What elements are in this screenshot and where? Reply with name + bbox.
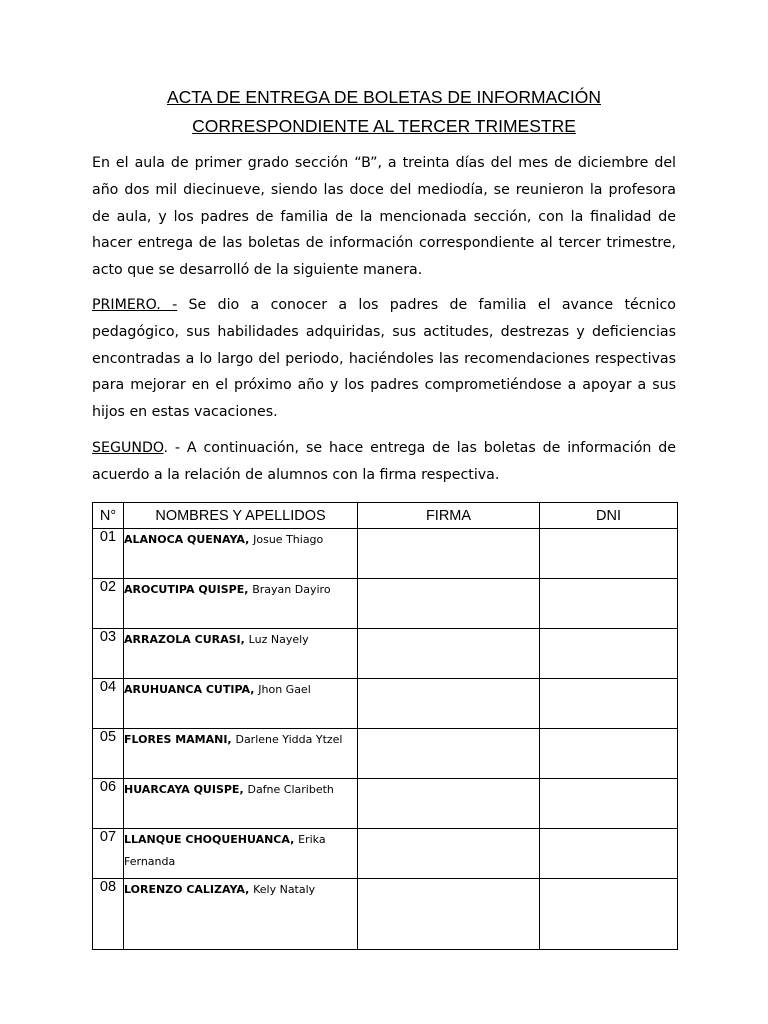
student-name — [124, 679, 358, 729]
dni-cell — [540, 779, 678, 829]
dni-cell — [540, 629, 678, 679]
row-number: 03 — [93, 629, 124, 679]
student-name — [124, 829, 358, 879]
table-row — [93, 829, 678, 879]
student-name — [124, 879, 358, 950]
student-name — [124, 779, 358, 829]
signature-cell — [358, 529, 540, 579]
table-header-row — [93, 503, 678, 529]
row-number: 01 — [93, 529, 124, 579]
primero-text: Se dio a conocer a los padres de familia el avance técnico pedagógico, sus habilidades adquiridas, sus actitudes, destrezas y deficiencias encontradas a lo largo del periodo, haciéndoles las recomendaciones respectivas para mejorar en el próximo año y los padres comprometiéndose a apoyar a sus hijos en estas vacaciones. — [92, 297, 676, 421]
table-row — [93, 779, 678, 829]
signature-cell — [358, 679, 540, 729]
student-surname: ARRAZOLA CURASI, — [124, 633, 245, 646]
table-row — [93, 529, 678, 579]
signature-cell — [358, 879, 540, 950]
table-row — [93, 729, 678, 779]
student-surname: ARUHUANCA CUTIPA, — [124, 683, 255, 696]
row-number: 07 — [93, 829, 124, 879]
document-title-line-1: ACTA DE ENTREGA DE BOLETAS DE INFORMACIÓN — [166, 87, 601, 107]
dni-cell — [540, 579, 678, 629]
segundo-text: . - A continuación, se hace entrega de las boletas de información de acuerdo a la relación de alumnos con la firma respectiva. — [92, 440, 676, 483]
dni-cell — [540, 729, 678, 779]
signature-cell — [358, 779, 540, 829]
student-name — [124, 729, 358, 779]
student-surname: LORENZO CALIZAYA, — [124, 883, 250, 896]
row-number: 08 — [93, 879, 124, 950]
dni-cell — [540, 879, 678, 950]
primero-label: PRIMERO. - — [92, 297, 178, 313]
header-names: NOMBRES Y APELLIDOS — [124, 503, 358, 529]
student-name — [124, 629, 358, 679]
student-delivery-table — [92, 502, 678, 950]
signature-cell — [358, 729, 540, 779]
student-given-name: Brayan Dayiro — [252, 583, 331, 596]
intro-paragraph: En el aula de primer grado sección “B”, a treinta días del mes de diciembre del año dos mil diecinueve, siendo las doce del mediodía, se reunieron la profesora de aula, y los padres de familia de la mencionada sección, con la finalidad de hacer entrega de las boletas de información correspondiente al tercer trimestre, acto que se desarrolló de la siguiente manera. — [92, 155, 676, 279]
student-given-name: Erika Fernanda — [124, 833, 326, 868]
student-given-name: Josue Thiago — [253, 533, 324, 546]
row-number: 06 — [93, 779, 124, 829]
header-signature: FIRMA — [358, 503, 540, 529]
table-row — [93, 879, 678, 950]
row-number: 05 — [93, 729, 124, 779]
dni-cell — [540, 679, 678, 729]
student-given-name: Jhon Gael — [258, 683, 311, 696]
student-name — [124, 579, 358, 629]
signature-cell — [358, 629, 540, 679]
header-dni: DNI — [540, 503, 678, 529]
signature-cell — [358, 579, 540, 629]
student-given-name: Kely Nataly — [253, 883, 316, 896]
student-given-name: Darlene Yidda Ytzel — [235, 733, 343, 746]
student-surname: ALANOCA QUENAYA, — [124, 533, 250, 546]
student-surname: FLORES MAMANI, — [124, 733, 232, 746]
row-number: 04 — [93, 679, 124, 729]
signature-cell — [358, 829, 540, 879]
student-surname: LLANQUE CHOQUEHUANCA, — [124, 833, 295, 846]
segundo-paragraph — [92, 435, 676, 489]
table-row — [93, 679, 678, 729]
student-name — [124, 529, 358, 579]
row-number: 02 — [93, 579, 124, 629]
student-surname: HUARCAYA QUISPE, — [124, 783, 244, 796]
dni-cell — [540, 529, 678, 579]
student-given-name: Dafne Claribeth — [247, 783, 334, 796]
student-given-name: Luz Nayely — [248, 633, 309, 646]
table-row — [93, 579, 678, 629]
segundo-label: SEGUNDO — [92, 440, 164, 456]
table-row — [93, 629, 678, 679]
primero-paragraph — [92, 292, 676, 426]
student-surname: AROCUTIPA QUISPE, — [124, 583, 249, 596]
header-number: N° — [93, 503, 124, 529]
document-title-line-2: CORRESPONDIENTE AL TERCER TRIMESTRE — [192, 116, 576, 136]
dni-cell — [540, 829, 678, 879]
